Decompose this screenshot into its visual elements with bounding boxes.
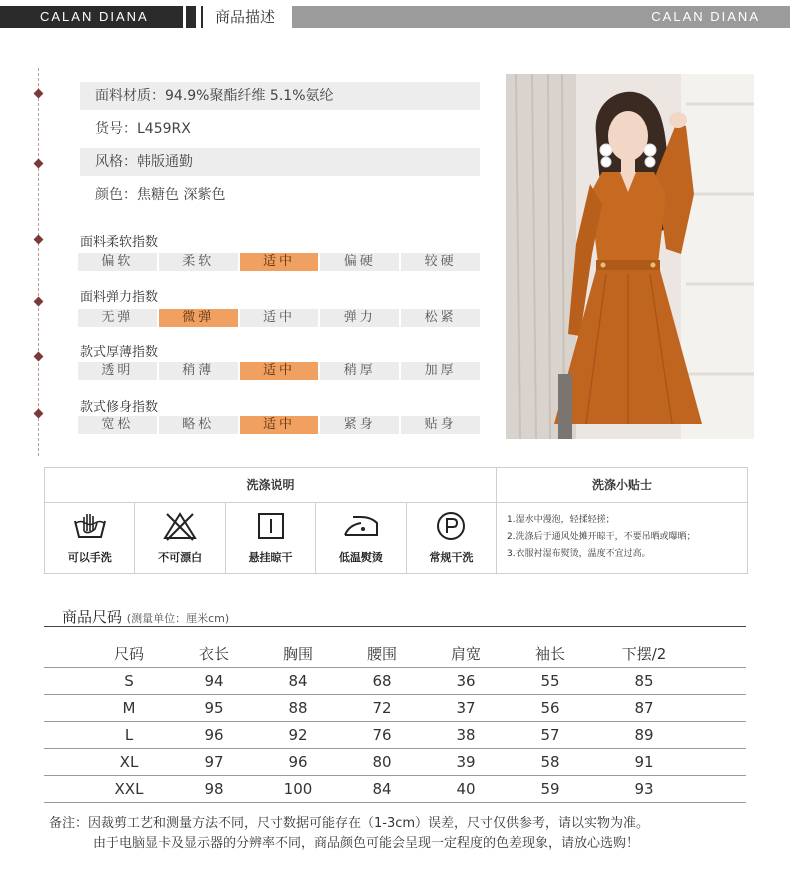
index-option: 贴身 bbox=[401, 416, 480, 434]
size-header-cell: 下摆/2 bbox=[621, 645, 667, 663]
size-cell: 100 bbox=[283, 780, 313, 798]
care-label: 可以手洗 bbox=[67, 551, 112, 564]
index-option: 柔软 bbox=[159, 253, 238, 271]
hang-dry-icon bbox=[254, 511, 288, 541]
index-option-selected: 适中 bbox=[240, 362, 319, 380]
decorative-dashed-line bbox=[38, 68, 39, 456]
thickness-index-title: 款式厚薄指数 bbox=[80, 345, 159, 360]
size-cell: 36 bbox=[456, 672, 476, 690]
size-table-header-row bbox=[44, 641, 746, 668]
attr-colors: 颜色：焦糖色 深紫色 bbox=[95, 187, 226, 203]
attr-style: 风格：韩版通勤 bbox=[80, 148, 480, 176]
care-tips-heading: 洗涤小贴士 bbox=[497, 468, 747, 503]
softness-index-scale bbox=[78, 253, 480, 271]
size-table-row bbox=[44, 668, 746, 695]
care-item-hand-wash bbox=[45, 503, 135, 573]
size-cell: 40 bbox=[456, 780, 476, 798]
size-cell: 89 bbox=[634, 726, 654, 744]
dry-clean-icon bbox=[434, 511, 468, 541]
care-item-low-iron bbox=[316, 503, 406, 573]
low-iron-icon bbox=[341, 511, 381, 541]
care-label: 不可漂白 bbox=[158, 551, 203, 564]
disclaimer-note-2: 由于电脑显卡及显示器的分辨率不同，商品颜色可能会呈现一定程度的色差现象，请放心选购！ bbox=[93, 836, 640, 851]
size-cell: 84 bbox=[288, 672, 308, 690]
softness-index-title: 面料柔软指数 bbox=[80, 235, 159, 250]
brand-right-banner: CALAN DIANA bbox=[292, 6, 790, 28]
size-cell: 59 bbox=[540, 780, 560, 798]
size-cell: S bbox=[124, 672, 134, 690]
size-cell: 94 bbox=[204, 672, 224, 690]
index-option: 弹力 bbox=[320, 309, 399, 327]
size-table-row bbox=[44, 749, 746, 776]
index-option: 宽松 bbox=[78, 416, 157, 434]
care-tip: 3.衣服衬湿布熨烫，温度不宜过高。 bbox=[507, 549, 651, 559]
size-header-cell: 袖长 bbox=[534, 645, 565, 663]
header-divider-block bbox=[186, 6, 196, 28]
care-label: 悬挂晾干 bbox=[248, 551, 293, 564]
attr-item-number: 货号：L459RX bbox=[95, 121, 191, 137]
care-label: 低温熨烫 bbox=[338, 551, 383, 564]
care-instructions-table bbox=[44, 467, 748, 574]
diamond-marker-icon bbox=[34, 352, 44, 362]
diamond-marker-icon bbox=[34, 235, 44, 245]
size-table-row bbox=[44, 776, 746, 803]
diamond-marker-icon bbox=[34, 89, 44, 99]
size-cell: 93 bbox=[634, 780, 654, 798]
size-cell: 96 bbox=[288, 753, 308, 771]
index-option: 略松 bbox=[159, 416, 238, 434]
care-tip: 2.洗涤后于通风处摊开晾干，不要吊晒或曝晒； bbox=[507, 532, 696, 542]
diamond-marker-icon bbox=[34, 297, 44, 307]
size-header-cell: 胸围 bbox=[282, 645, 313, 663]
fit-index-title: 款式修身指数 bbox=[80, 400, 159, 415]
size-cell: 38 bbox=[456, 726, 476, 744]
index-option: 透明 bbox=[78, 362, 157, 380]
thickness-index-scale bbox=[78, 362, 480, 380]
index-option-selected: 微弹 bbox=[159, 309, 238, 327]
size-cell: 56 bbox=[540, 699, 560, 717]
index-option-selected: 适中 bbox=[240, 253, 319, 271]
index-option: 加厚 bbox=[401, 362, 480, 380]
size-cell: L bbox=[124, 726, 134, 744]
index-option: 松紧 bbox=[401, 309, 480, 327]
size-header-cell: 尺码 bbox=[113, 645, 144, 663]
no-bleach-icon bbox=[163, 511, 197, 541]
size-unit-text: (测量单位：厘米cm) bbox=[126, 612, 230, 625]
size-cell: M bbox=[122, 699, 136, 717]
care-tips-list bbox=[507, 512, 747, 563]
index-option: 偏硬 bbox=[320, 253, 399, 271]
size-cell: 57 bbox=[540, 726, 560, 744]
size-cell: XL bbox=[119, 753, 139, 771]
hand-wash-icon bbox=[73, 511, 107, 541]
elasticity-index-scale bbox=[78, 309, 480, 327]
index-option: 无弹 bbox=[78, 309, 157, 327]
care-item-no-bleach bbox=[135, 503, 225, 573]
care-label: 常规干洗 bbox=[429, 551, 474, 564]
size-table-row bbox=[44, 722, 746, 749]
size-header-cell: 衣长 bbox=[198, 645, 229, 663]
size-cell: 55 bbox=[540, 672, 560, 690]
product-photo bbox=[506, 74, 754, 439]
elasticity-index-title: 面料弹力指数 bbox=[80, 290, 159, 305]
care-icon-row bbox=[45, 503, 497, 573]
size-cell: 76 bbox=[372, 726, 392, 744]
fit-index-scale bbox=[78, 416, 480, 434]
size-table-row bbox=[44, 695, 746, 722]
size-cell: 97 bbox=[204, 753, 224, 771]
size-cell: 85 bbox=[634, 672, 654, 690]
size-table-top-rule bbox=[44, 626, 746, 627]
attr-material: 面料材质：94.9%聚酯纤维 5.1%氨纶 bbox=[80, 82, 480, 110]
size-header-cell: 腰围 bbox=[366, 645, 397, 663]
index-option: 稍薄 bbox=[159, 362, 238, 380]
care-heading: 洗涤说明 bbox=[45, 468, 497, 503]
size-cell: 84 bbox=[372, 780, 392, 798]
size-cell: 91 bbox=[634, 753, 654, 771]
size-cell: 68 bbox=[372, 672, 392, 690]
care-item-dry-clean bbox=[407, 503, 496, 573]
size-cell: 92 bbox=[288, 726, 308, 744]
care-tip: 1.湿水中漫泡，轻揉轻搓； bbox=[507, 515, 615, 525]
size-header-cell: 肩宽 bbox=[450, 645, 481, 663]
index-option: 偏软 bbox=[78, 253, 157, 271]
index-option: 较硬 bbox=[401, 253, 480, 271]
index-option: 紧身 bbox=[320, 416, 399, 434]
size-cell: 87 bbox=[634, 699, 654, 717]
header-divider-line bbox=[201, 6, 203, 28]
size-cell: XXL bbox=[114, 780, 144, 798]
size-cell: 80 bbox=[372, 753, 392, 771]
size-cell: 96 bbox=[204, 726, 224, 744]
size-cell: 95 bbox=[204, 699, 224, 717]
index-option: 适中 bbox=[240, 309, 319, 327]
disclaimer-note-1: 备注：因裁剪工艺和测量方法不同，尺寸数据可能存在（1-3cm）误差，尺寸仅供参考，请以实物为准。 bbox=[49, 816, 650, 831]
size-table bbox=[44, 641, 746, 803]
size-cell: 37 bbox=[456, 699, 476, 717]
size-cell: 72 bbox=[372, 699, 392, 717]
model-illustration bbox=[506, 74, 754, 439]
size-cell: 88 bbox=[288, 699, 308, 717]
size-table-title bbox=[62, 606, 229, 627]
brand-left-banner: CALAN DIANA bbox=[0, 6, 183, 28]
care-item-hang-dry bbox=[226, 503, 316, 573]
index-option-selected: 适中 bbox=[240, 416, 319, 434]
size-cell: 39 bbox=[456, 753, 476, 771]
index-option: 稍厚 bbox=[320, 362, 399, 380]
section-title: 商品描述 bbox=[215, 8, 276, 26]
size-cell: 98 bbox=[204, 780, 224, 798]
size-title-text: 商品尺码 bbox=[62, 608, 123, 626]
diamond-marker-icon bbox=[34, 159, 44, 169]
size-cell: 58 bbox=[540, 753, 560, 771]
diamond-marker-icon bbox=[34, 409, 44, 419]
